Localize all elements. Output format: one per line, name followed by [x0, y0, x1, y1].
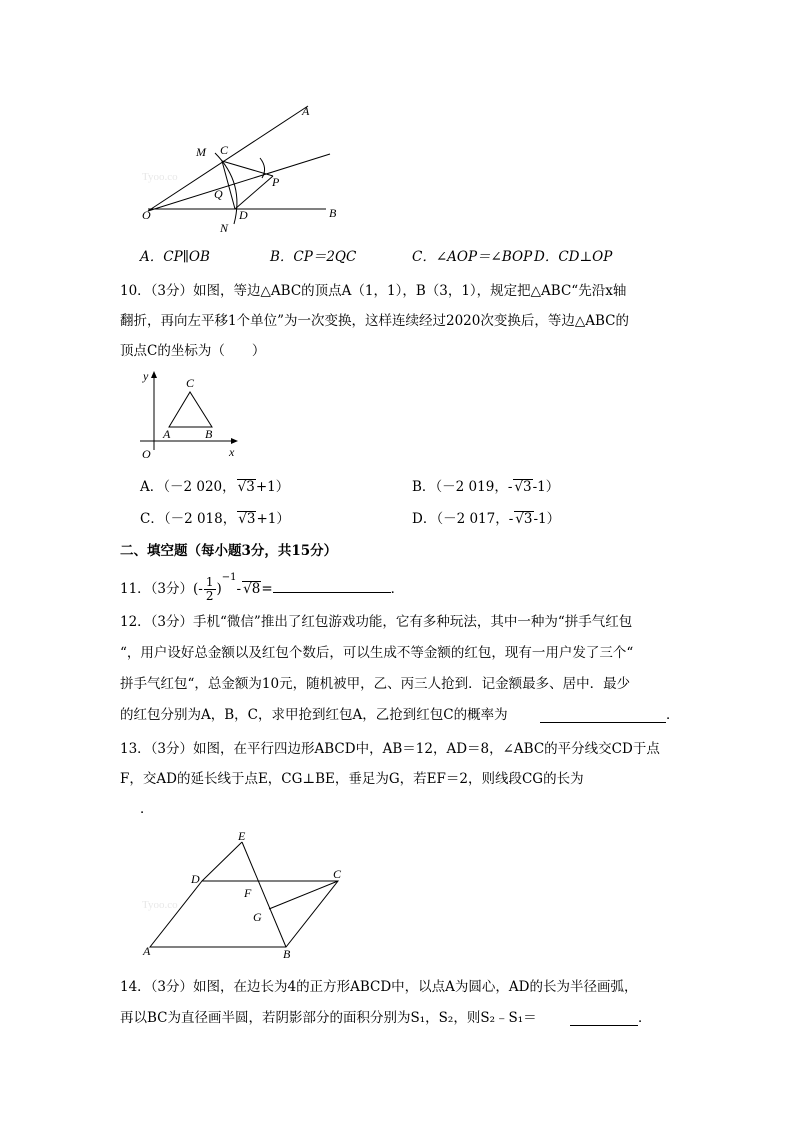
label-N: N — [220, 221, 229, 235]
q11 — [120, 572, 405, 606]
sqrt-symbol: √3 — [237, 479, 255, 495]
q12-end: ． — [666, 707, 680, 723]
q14-end: ． — [638, 1010, 652, 1026]
label-C: C — [186, 376, 195, 390]
opt-a-radicand: 3 — [246, 479, 255, 495]
q14-line1: 14．（3分）如图，在边长为4的正方形ABCD中，以点A为圆心，AD的长为半径画弧， — [120, 979, 638, 995]
q11-numerator: 1 — [205, 575, 214, 589]
label-O: O — [142, 208, 151, 222]
label-E: E — [238, 829, 246, 843]
q10-option-d[interactable] — [412, 509, 560, 529]
q14-line2: 再以BC为直径画半圆，若阴影部分的面积分别为S₁，S₂，则S₂﹣S₁＝ — [120, 1010, 537, 1026]
opt-d-text: D．（－2 017，- — [412, 511, 514, 527]
q14-answer-blank[interactable] — [570, 1011, 638, 1026]
label-F: F — [244, 886, 252, 900]
q10-option-a[interactable] — [140, 477, 289, 497]
label-G: G — [253, 910, 262, 924]
q12-line1: 12．（3分）手机“微信”推出了红包游戏功能，它有多种玩法，其中一种为“拼手气红包 — [120, 614, 633, 630]
q10-line2: 翻折，再向左平移1个单位”为一次变换，这样连续经过2020次变换后，等边△ABC的 — [120, 313, 629, 329]
label-C: C — [333, 867, 342, 881]
q11-prefix: 11．（3分） — [120, 581, 194, 597]
sqrt-symbol: √8 — [243, 581, 261, 597]
q12-line4-text: 的红包分别为A，B，C，求甲抢到红包A，乙抢到红包C的概率为 — [120, 707, 508, 723]
section-heading: 二、填空题（每小题3分，共15分） — [120, 543, 338, 559]
opt-c-radicand: 3 — [246, 511, 256, 527]
label-A: A — [302, 104, 310, 118]
q13-line3: ． — [140, 801, 154, 817]
label-D: D — [239, 208, 248, 222]
opt-c-tail: +1） — [256, 511, 290, 527]
y-axis-arrow — [151, 371, 157, 378]
q10-line3: 顶点C的坐标为（ ） — [120, 343, 266, 359]
q11-answer-blank[interactable] — [273, 578, 391, 593]
q10-figure — [134, 366, 246, 462]
fig13-watermark: Tyoo.co — [142, 899, 178, 911]
q10-line1: 10．（3分）如图，等边△ABC的顶点A（1，1），B（3，1），规定把△ABC“先沿x轴 — [120, 283, 627, 299]
seg-dp — [235, 176, 273, 209]
opt-b-text: B．（－2 019，- — [412, 479, 513, 495]
q12-answer-blank[interactable] — [540, 708, 666, 723]
seg-cg — [269, 881, 338, 909]
ray-oa — [148, 106, 308, 211]
opt-a-tail: +1） — [255, 479, 290, 495]
q11-open-paren: (- — [193, 581, 203, 597]
label-A: A — [163, 427, 171, 441]
label-C: C — [220, 143, 229, 157]
seg-de — [202, 842, 242, 881]
q9-option-c[interactable]: C．∠AOP＝∠BOP — [412, 249, 533, 265]
label-P: P — [272, 175, 280, 189]
q11-equals: = — [261, 581, 273, 597]
sqrt-symbol: √3 — [514, 479, 532, 495]
triangle-abc — [169, 392, 212, 427]
q9-option-d[interactable]: D．CD⊥OP — [534, 249, 613, 265]
label-D: D — [191, 872, 200, 886]
opt-b-tail: -1） — [532, 479, 560, 495]
q9-figure — [130, 98, 350, 238]
q11-exponent: −1 — [221, 572, 237, 583]
q9-option-a[interactable]: A．CP∥OB — [140, 249, 210, 265]
q11-denominator: 2 — [205, 589, 214, 603]
q10-option-c[interactable] — [140, 509, 290, 529]
q9-option-b[interactable]: B．CP＝2QC — [270, 249, 357, 265]
q11-radicand: 8 — [251, 581, 261, 597]
q13-line2: F，交AD的延长线于点E，CG⊥BE，垂足为G，若EF＝2，则线段CG的长为 — [120, 771, 584, 787]
label-B: B — [205, 427, 213, 441]
label-B: B — [329, 206, 337, 220]
x-axis-arrow — [231, 438, 238, 444]
q12-line2: “，用户设好总金额以及红包个数后，可以生成不等金额的红包，现有一用户发了三个“ — [120, 645, 634, 661]
opt-d-tail: -1） — [533, 511, 561, 527]
fig9-watermark: Tyoo.co — [142, 171, 178, 183]
sqrt-symbol: √3 — [515, 511, 533, 527]
q10-option-b[interactable] — [412, 477, 559, 497]
opt-b-radicand: 3 — [523, 479, 532, 495]
q11-end: ． — [390, 581, 405, 597]
opt-c-text: C．（－2 018， — [140, 511, 237, 527]
q11-fraction — [204, 576, 216, 603]
label-y: y — [143, 369, 149, 383]
label-M: M — [196, 145, 206, 159]
seg-cp — [222, 161, 273, 176]
q12-line3: 拼手气红包“，总金额为10元，随机被甲，乙、丙三人抢到．记金额最多、居中．最少 — [120, 676, 631, 692]
sqrt-symbol: √3 — [238, 511, 256, 527]
q12-line4 — [120, 705, 508, 725]
seg-cd — [222, 161, 235, 209]
q13-line1: 13．（3分）如图，在平行四边形ABCD中，AB＝12，AD＝8，∠ABC的平分线交CD于点 — [120, 741, 660, 757]
label-B: B — [283, 947, 291, 961]
q11-close-paren: ) — [216, 581, 222, 597]
q11-minus: - — [236, 581, 242, 597]
opt-d-radicand: 3 — [523, 511, 533, 527]
label-O: O — [142, 447, 151, 461]
label-Q: Q — [214, 187, 223, 201]
opt-a-text: A．（－2 020， — [140, 479, 236, 495]
label-A: A — [143, 944, 151, 958]
label-x: x — [229, 445, 235, 459]
q13-figure — [140, 826, 354, 962]
